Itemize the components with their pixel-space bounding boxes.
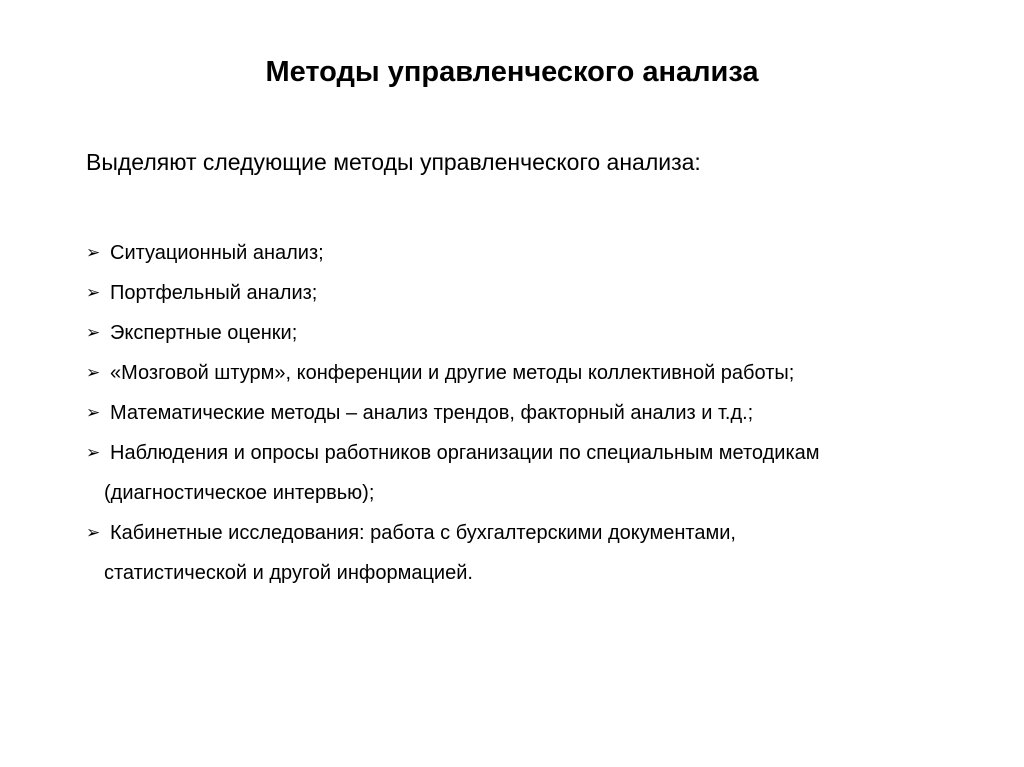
arrow-bullet-icon: ➢ xyxy=(86,243,101,262)
intro-text: Выделяют следующие методы управленческого анализа: xyxy=(86,149,701,175)
methods-list xyxy=(86,233,966,593)
arrow-bullet-icon: ➢ xyxy=(86,523,101,542)
list-item xyxy=(86,313,966,353)
arrow-bullet-icon: ➢ xyxy=(86,443,101,462)
list-item xyxy=(86,273,966,313)
list-item-text-continuation: (диагностическое интервью); xyxy=(104,482,375,504)
arrow-bullet-icon: ➢ xyxy=(86,283,101,302)
list-item-text-continuation: статистической и другой информацией. xyxy=(104,562,473,584)
list-item-text: Ситуационный анализ; xyxy=(110,242,324,264)
list-item-text: Наблюдения и опросы работников организации по специальным методикам xyxy=(110,442,820,464)
arrow-bullet-icon: ➢ xyxy=(86,323,101,342)
list-item-text: Математические методы – анализ трендов, факторный анализ и т.д.; xyxy=(110,402,754,424)
list-item-text: «Мозговой штурм», конференции и другие методы коллективной работы; xyxy=(110,362,795,384)
list-item xyxy=(86,233,966,273)
list-item-text: Кабинетные исследования: работа с бухгалтерскими документами, xyxy=(110,522,736,544)
arrow-bullet-icon: ➢ xyxy=(86,403,101,422)
list-item-text: Портфельный анализ; xyxy=(110,282,318,304)
list-item xyxy=(86,353,966,393)
list-item xyxy=(86,513,966,593)
list-item-text: Экспертные оценки; xyxy=(110,322,298,344)
arrow-bullet-icon: ➢ xyxy=(86,363,101,382)
slide-title: Методы управленческого анализа xyxy=(265,56,759,88)
list-item xyxy=(86,433,966,513)
list-item xyxy=(86,393,966,433)
